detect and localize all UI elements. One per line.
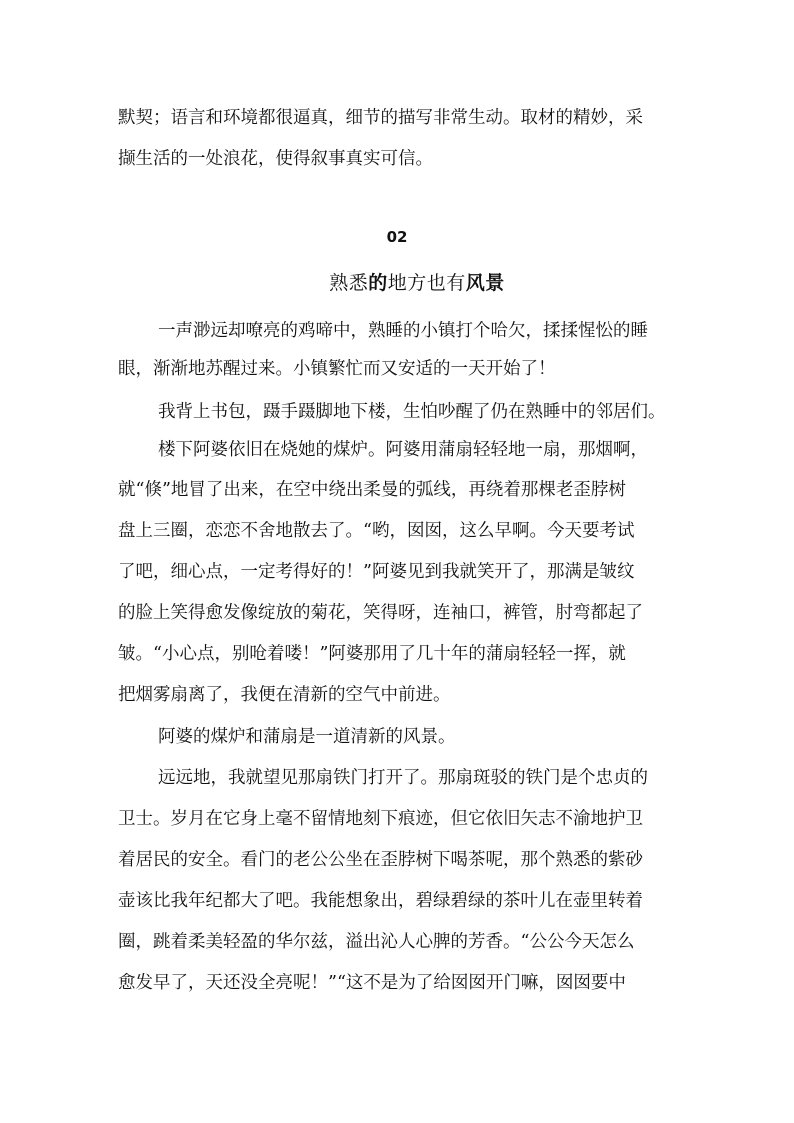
section-title-part: 熟悉 xyxy=(329,272,369,294)
section-title-part: 地方也有 xyxy=(387,272,466,294)
body-line: 了吧，细心点，一定考得好的！”阿婆见到我就笑开了，那满是皱纹 xyxy=(118,562,635,582)
intro-line: 默契；语言和环境都很逼真，细节的描写非常生动。取材的精妙，采 xyxy=(118,108,643,128)
body-line: 远远地，我就望见那扇铁门打开了。那扇斑驳的铁门是个忠贞的 xyxy=(158,768,648,788)
body-line: 楼下阿婆依旧在烧她的煤炉。阿婆用蒲扇轻轻地一扇，那烟啊， xyxy=(158,440,648,460)
body-line: 卫士。岁月在它身上毫不留情地刻下痕迹，但它依旧矢志不渝地护卫 xyxy=(118,809,643,829)
section-title xyxy=(0,268,794,295)
body-line: 把烟雾扇离了，我便在清新的空气中前进。 xyxy=(118,685,451,705)
body-line: 愈发早了，天还没全亮呢！”“这不是为了给囡囡开门嘛，囡囡要中 xyxy=(118,973,626,993)
body-line: 皱。“小心点，别呛着喽！”阿婆那用了几十年的蒲扇轻轻一挥，就 xyxy=(118,644,626,664)
section-title-part: 风景 xyxy=(465,272,505,294)
section-number: 02 xyxy=(386,228,408,246)
body-line: 盘上三圈，恋恋不舍地散去了。“哟，囡囡，这么早啊。今天要考试 xyxy=(118,521,635,541)
body-line: 的脸上笑得愈发像绽放的菊花，笑得呀，连袖口，裤管，肘弯都起了 xyxy=(118,603,643,623)
body-line: 眼，渐渐地苏醒过来。小镇繁忙而又安适的一天开始了！ xyxy=(118,359,556,379)
body-line: 圈，跳着柔美轻盈的华尔兹，溢出沁人心脾的芳香。“公公今天怎么 xyxy=(118,932,635,952)
body-line: 壶该比我年纪都大了吧。我能想象出，碧绿碧绿的茶叶儿在壶里转着 xyxy=(118,891,643,911)
body-line: 就“倏”地冒了出来，在空中绕出柔曼的弧线，再绕着那棵老歪脖树 xyxy=(118,480,626,500)
body-line: 一声渺远却嘹亮的鸡啼中，熟睡的小镇打个哈欠，揉揉惺忪的睡 xyxy=(158,321,648,341)
section-title-part: 的 xyxy=(368,272,388,294)
intro-line: 撷生活的一处浪花，使得叙事真实可信。 xyxy=(118,149,433,169)
body-line: 着居民的安全。看门的老公公坐在歪脖树下喝茶呢，那个熟悉的紫砂 xyxy=(118,850,643,870)
body-line: 我背上书包，蹑手蹑脚地下楼，生怕吵醒了仍在熟睡中的邻居们。 xyxy=(158,402,666,422)
body-line: 阿婆的煤炉和蒲扇是一道清新的风景。 xyxy=(158,727,456,747)
